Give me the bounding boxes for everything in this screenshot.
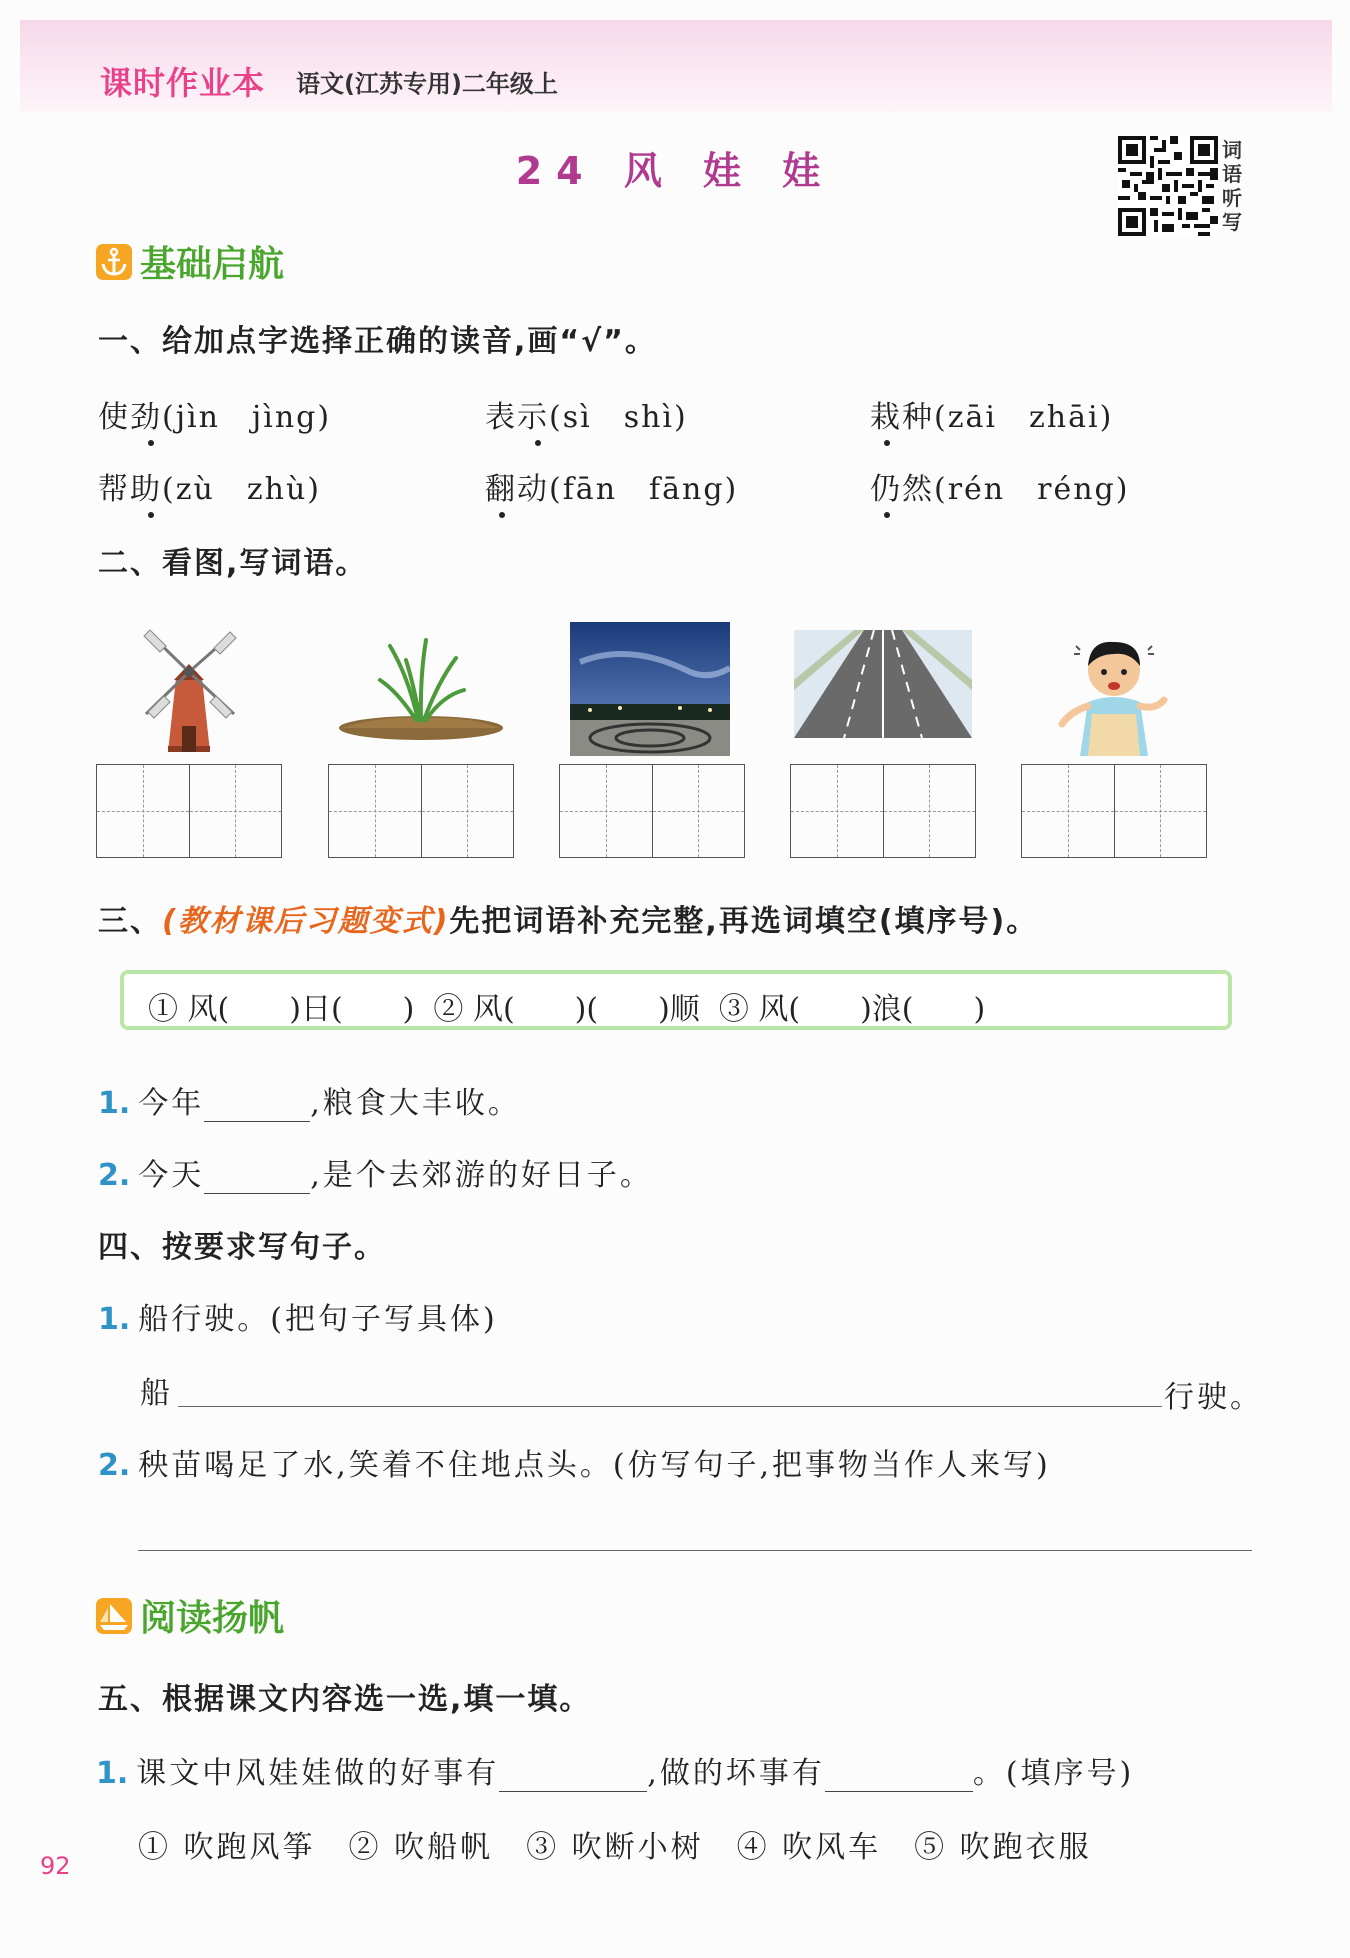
item-number: 2.: [98, 1158, 131, 1193]
q3-item-2: [98, 1150, 653, 1194]
qr-code-icon[interactable]: [1118, 136, 1218, 236]
emphasis-dot: [884, 512, 890, 518]
item-after: 。(填序号): [972, 1756, 1135, 1791]
pinyin-options: (sì shì): [549, 400, 688, 435]
q5-options: ① 吹跑风筝 ② 吹船帆 ③ 吹断小树 ④ 吹风车 ⑤ 吹跑衣服: [138, 1830, 1092, 1865]
q4-title: 四、按要求写句子。: [98, 1230, 386, 1265]
qr-label: 词语听写: [1222, 138, 1242, 234]
pinyin-item-5[interactable]: [485, 464, 738, 508]
section-reading-heading: [96, 1590, 284, 1641]
item-number: 1.: [96, 1756, 129, 1791]
item-middle: ,做的坏事有: [647, 1756, 825, 1791]
pinyin-chars: 仍然: [870, 472, 934, 507]
q3-title: [98, 896, 1038, 940]
pinyin-options: (jìn jìng): [162, 400, 332, 435]
pinyin-item-6[interactable]: [870, 464, 1129, 508]
pinyin-chars: 表示: [485, 400, 549, 435]
q4-item-1: [98, 1294, 498, 1338]
q1-title: 一、给加点字选择正确的读音,画“√”。: [98, 324, 657, 359]
item-before: 今年: [138, 1086, 205, 1121]
pinyin-item-3[interactable]: [870, 392, 1113, 436]
section-reading-label: 阅读扬帆: [140, 1598, 285, 1639]
pinyin-chars: 栽种: [870, 400, 934, 435]
square-night-picture: [570, 622, 730, 756]
answer-line-2[interactable]: [138, 1550, 1252, 1551]
answer-line-1[interactable]: [178, 1406, 1162, 1407]
emphasis-dot: [148, 512, 154, 518]
q3-item-1: [98, 1078, 521, 1122]
q4-item-2: [98, 1440, 1051, 1484]
windmill-picture: [136, 628, 242, 754]
pinyin-chars: 帮助: [98, 472, 162, 507]
fill-blank[interactable]: [204, 1094, 310, 1122]
q2-title: 二、看图,写词语。: [98, 546, 368, 581]
sailboat-badge-icon: [96, 1598, 132, 1634]
emphasis-dot: [535, 440, 541, 446]
item-number: 1.: [98, 1302, 131, 1337]
q3-title-prefix: 三、: [98, 904, 162, 939]
pinyin-chars: 使劲: [98, 400, 162, 435]
item-after: ,是个去郊游的好日子。: [310, 1158, 653, 1193]
q4-item-1-end: 行驶。: [1164, 1380, 1263, 1415]
pinyin-options: (rén réng): [934, 472, 1130, 507]
pinyin-options: (zù zhù): [162, 472, 321, 507]
worried-boy-picture: [1052, 632, 1176, 756]
brand-title: 课时作业本: [100, 64, 266, 102]
q4-item-1-start: 船: [140, 1376, 173, 1411]
idiom-text: ① 风( )日( ) ② 风( )( )顺 ③ 风( )浪( ): [148, 992, 986, 1027]
lesson-title: 24 风 娃 娃: [515, 149, 835, 193]
writing-grid-2[interactable]: [328, 764, 514, 858]
book-subtitle: 语文(江苏专用)二年级上: [296, 70, 558, 98]
item-text: 船行驶。(把句子写具体): [138, 1302, 498, 1337]
fill-blank[interactable]: [499, 1764, 647, 1792]
writing-grid-1[interactable]: [96, 764, 282, 858]
q3-title-highlight: (教材课后习题变式): [162, 904, 450, 939]
idiom-box: [120, 970, 1232, 1030]
fill-blank[interactable]: [825, 1764, 973, 1792]
anchor-badge-icon: [96, 244, 132, 280]
emphasis-dot: [884, 440, 890, 446]
q3-title-suffix: 先把词语补充完整,再选词填空(填序号)。: [449, 904, 1039, 939]
writing-grid-5[interactable]: [1021, 764, 1207, 858]
item-before: 课文中风娃娃做的好事有: [136, 1756, 500, 1791]
item-number: 1.: [98, 1086, 131, 1121]
emphasis-dot: [499, 512, 505, 518]
pinyin-item-4[interactable]: [98, 464, 321, 508]
item-text: 秧苗喝足了水,笑着不住地点头。(仿写句子,把事物当作人来写): [138, 1448, 1051, 1483]
pinyin-options: (fān fāng): [549, 472, 739, 507]
q5-item-1: [96, 1748, 1134, 1792]
pinyin-chars: 翻动: [485, 472, 549, 507]
section-basic-label: 基础启航: [140, 244, 285, 285]
writing-grid-4[interactable]: [790, 764, 976, 858]
item-before: 今天: [138, 1158, 205, 1193]
emphasis-dot: [148, 440, 154, 446]
fill-blank[interactable]: [204, 1166, 310, 1194]
seedling-picture: [338, 636, 504, 742]
item-number: 2.: [98, 1448, 131, 1483]
highway-picture: [794, 630, 972, 738]
pinyin-item-2[interactable]: [485, 392, 688, 436]
item-after: ,粮食大丰收。: [310, 1086, 521, 1121]
pinyin-options: (zāi zhāi): [934, 400, 1114, 435]
page-number: 92: [40, 1852, 71, 1880]
writing-grid-3[interactable]: [559, 764, 745, 858]
section-basic-heading: [96, 236, 284, 287]
pinyin-item-1[interactable]: [98, 392, 331, 436]
q5-title: 五、根据课文内容选一选,填一填。: [98, 1682, 592, 1717]
